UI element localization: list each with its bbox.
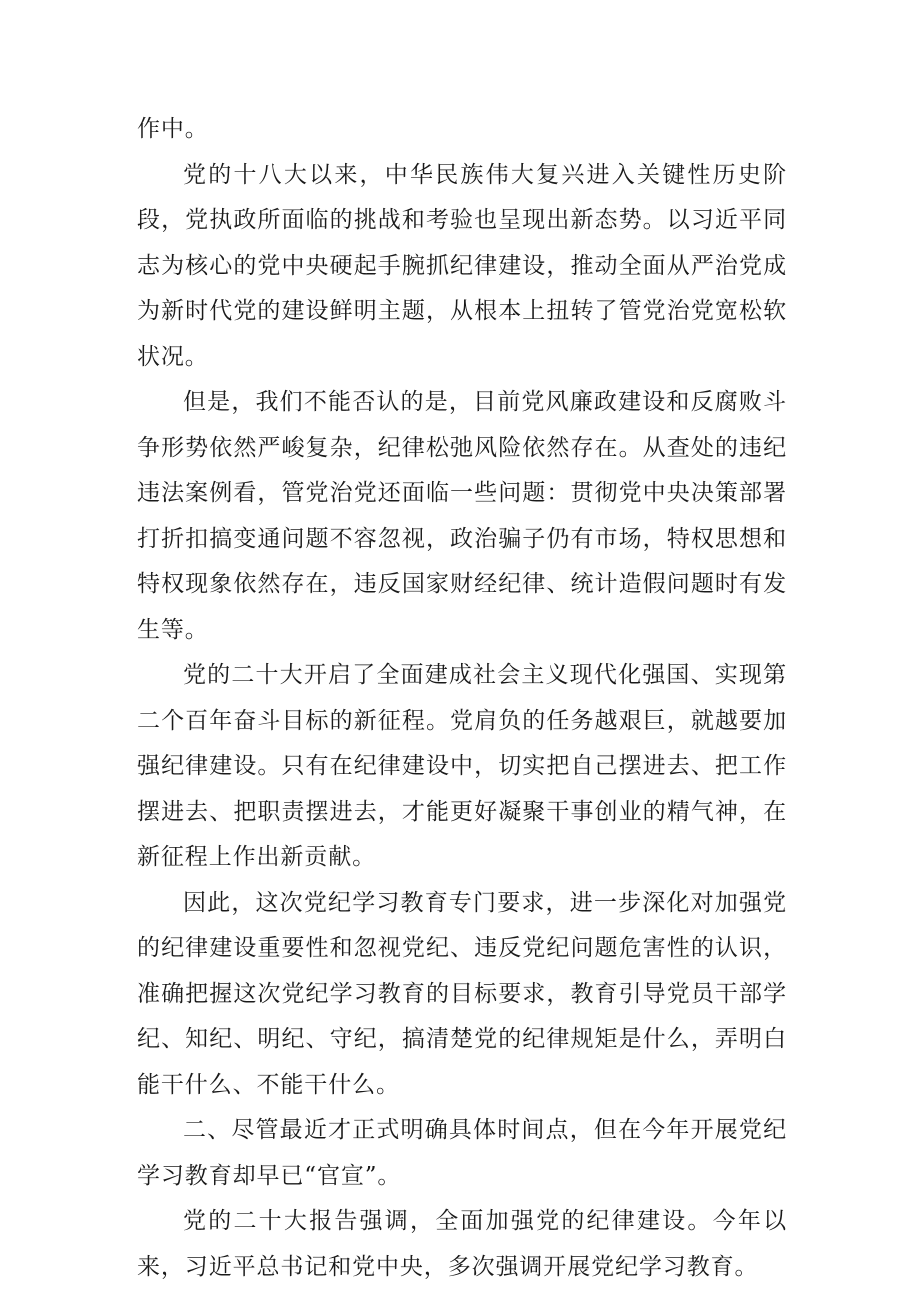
- paragraph-report-emphasis: 党的二十大报告强调，全面加强党的纪律建设。今年以来，习近平总书记和党中央，多次强调开展党纪学习教育。: [137, 1208, 787, 1280]
- section-heading-two: 二、尽管最近才正式明确具体时间点，但在今年开展党纪学习教育却早已“官宣”。: [137, 1117, 787, 1189]
- paragraph-continuation: 作中。: [137, 116, 209, 142]
- paragraph-20th-congress: 党的二十大开启了全面建成社会主义现代化强国、实现第二个百年奋斗目标的新征程。党肩负的任务越艰巨，就越要加强纪律建设。只有在纪律建设中，切实把自己摆进去、把工作摆进去、把职责摆进去，才能更好凝聚干事创业的精气神，在新征程上作出新贡献。: [137, 662, 787, 870]
- document-body: [137, 107, 787, 1290]
- paragraph-18th-congress: 党的十八大以来，中华民族伟大复兴进入关键性历史阶段，党执政所面临的挑战和考验也呈现出新态势。以习近平同志为核心的党中央硬起手腕抓纪律建设，推动全面从严治党成为新时代党的建设鲜明主题，从根本上扭转了管党治党宽松软状况。: [137, 161, 787, 370]
- paragraph-education-requirements: 因此，这次党纪学习教育专门要求，进一步深化对加强党的纪律建设重要性和忽视党纪、违反党纪问题危害性的认识，准确把握这次党纪学习教育的目标要求，教育引导党员干部学纪、知纪、明纪、守纪，搞清楚党的纪律规矩是什么，弄明白能干什么、不能干什么。: [137, 889, 787, 1098]
- paragraph-current-situation: 但是，我们不能否认的是，目前党风廉政建设和反腐败斗争形势依然严峻复杂，纪律松弛风险依然存在。从查处的违纪违法案例看，管党治党还面临一些问题：贯彻党中央决策部署打折扣搞变通问题不容忽视，政治骗子仍有市场，特权思想和特权现象依然存在，违反国家财经纪律、统计造假问题时有发生等。: [137, 389, 787, 643]
